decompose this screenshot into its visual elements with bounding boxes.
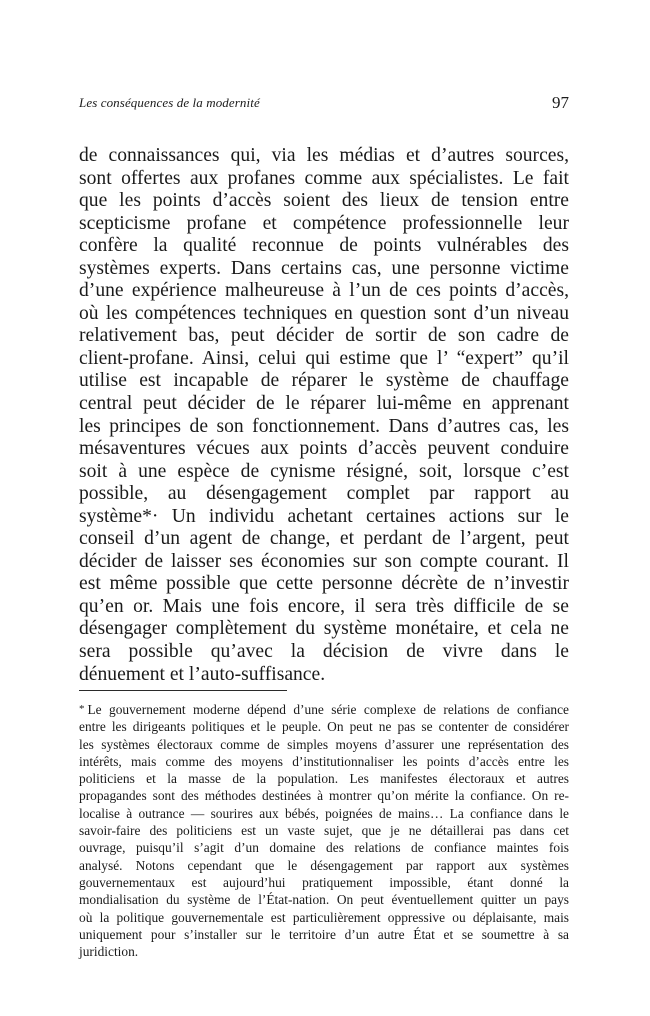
body-line: utilise est incapable de réparer le système de chauffage [79,370,569,392]
footnote-separator [79,690,287,691]
body-line: systèmes experts. Dans certains cas, une personne victime [79,257,569,279]
footnote-line: savoir-faire des politiciens est un vaste sujet, que je ne détaillerai pas dans cet [79,823,569,839]
running-head [79,93,569,113]
body-line: soit à une espèce de cynisme résigné, soit, lorsque c’est [79,460,569,482]
body-line: mésaventures vécues aux points d’accès peuvent conduire [79,438,569,460]
body-line: central peut décider de le réparer lui-même en apprenant [79,393,569,415]
footnote-line: localise à outrance — sourires aux bébés, poignées de mains… La confiance dans le [79,805,569,821]
running-title: Les conséquences de la modernité [79,95,260,110]
footnote-line: entre les dirigeants politiques et le peuple. On peut ne pas se contenter de considérer [79,719,569,735]
footnote-line: les systèmes électoraux comme de simples moyens d’assurer une représentation des [79,736,569,752]
body-line: confère la qualité reconnue de points vulnérables des [79,235,569,257]
body-line: client-profane. Ainsi, celui qui estime que l’ “expert” qu’il [79,347,569,369]
body-line: sera possible qu’avec la décision de vivre dans le [79,641,569,663]
body-line: désengager complètement du système monétaire, et cela ne [79,618,569,640]
footnote-line: analysé. Notons cependant que le désengagement par rapport aux systèmes [79,857,569,873]
footnote-text: Le gouvernement moderne dépend d’une série complexe de relations de confiance [87,702,569,717]
footnote-line: intérêts, mais comme des moyens d’institutionnaliser les points d’accès entre les [79,753,569,769]
body-line: décider de laisser ses économies sur son compte courant. Il [79,550,569,572]
body-line: d’une expérience malheureuse à l’un de ces points d’accès, [79,280,569,302]
body-line: sont offertes aux profanes comme aux spécialistes. Le fait [79,167,569,189]
body-line: possible, au désengagement complet par rapport au [79,483,569,505]
body-line: est même possible que cette personne décrète de n’investir [79,573,569,595]
page-number: 97 [552,93,569,112]
footnote-line: mondialisation du système de l’État-nation. On peut éventuellement quitter un pays [79,892,569,908]
footnote-line: uniquement pour s’installer sur le territoire d’un autre État et se soumettre à sa [79,926,569,942]
body-line: dénuement et l’auto-suffisance. [79,663,326,685]
footnote-marker: * [79,703,85,715]
body-line: de connaissances qui, via les médias et d’autres sources, [79,145,569,166]
body-line: système*· Un individu achetant certaines actions sur le [79,505,569,527]
body-line: conseil d’un agent de change, et perdant de l’argent, peut [79,528,569,550]
body-line: qu’en or. Mais une fois encore, il sera très difficile de se [79,595,569,617]
body-line: où les compétences techniques en question sont d’un niveau [79,302,569,324]
footnote-line: gouvernementaux est aujourd’hui pratiquement impossible, étant donné la [79,874,569,890]
body-line: les principes de son fonctionnement. Dans d’autres cas, les [79,415,569,437]
footnote-line: où la politique gouvernementale est particulièrement oppressive ou déplaisante, mais [79,909,569,925]
footnote-line: juridiction. [79,944,139,960]
footnote-line: ouvrage, puisqu’il s’agit d’un domaine des relations de confiance maintes fois [79,840,569,856]
body-line: relativement bas, peut décider de sortir de son cadre de [79,325,569,347]
footnote-line: propagandes sont des méthodes destinées à montrer qu’on mérite la confiance. On re- [79,788,569,804]
body-line: scepticisme profane et compétence professionnelle leur [79,212,569,234]
footnote [79,701,569,960]
body-line: que les points d’accès soient des lieux de tension entre [79,190,569,212]
footnote-line: politiciens et la masse de la population. Les manifestes électoraux et autres [79,771,569,787]
footnote-line [79,701,569,718]
body-text [79,145,569,686]
